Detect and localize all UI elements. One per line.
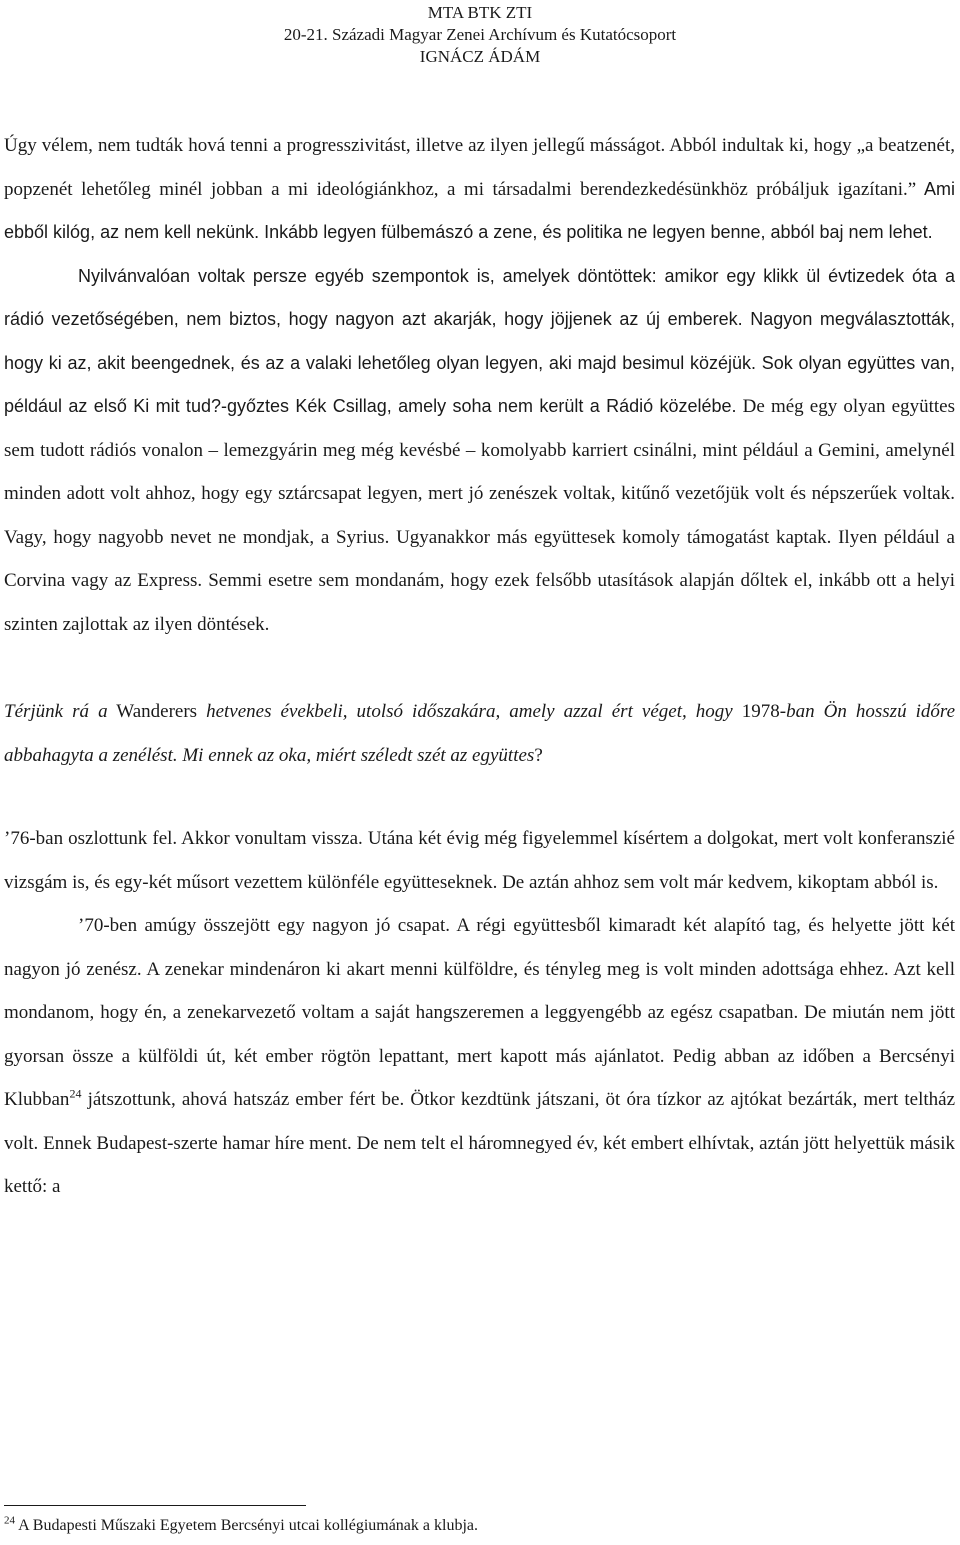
header-author: IGNÁCZ ÁDÁM: [419, 47, 541, 66]
header-institution: MTA BTK ZTI: [427, 3, 533, 22]
paragraph-2: [4, 255, 955, 647]
footnote-reference[interactable]: 24: [69, 1086, 82, 1101]
question-part-1: Térjünk rá a: [4, 701, 108, 722]
question-part-3: ban Ön hosszú időre abbahagyta a zenélést. Mi ennek az oka, miért széledt szét az együttes: [4, 701, 956, 766]
page-header: [0, 0, 960, 68]
footnote-number: 24: [4, 1514, 15, 1527]
interview-question: [4, 690, 955, 777]
header-archive: 20-21. Századi Magyar Zenei Archívum és Kutatócsoport: [283, 25, 677, 44]
spacer: [4, 646, 955, 690]
paragraph-1-sans: Ami ebből kilóg, az nem kell nekünk. Inkább legyen fülbemászó a zene, és politika ne legyen benne, abból baj nem lehet.: [4, 178, 955, 242]
footnote-divider: [4, 1505, 306, 1506]
paragraph-4-before-note: ’70-ben amúgy összejött egy nagyon jó csapat. A régi együttesből kimaradt két alapító tag, és helyette jött két nagyon jó zenész. A zenekar mindenáron ki akart menni külföldre, és tényleg meg is volt minden adottsága ehhez. Azt kell mondanom, hogy én, a zenekarvezető voltam a saját hangszeremen a leggyengébb az egész csapatban. De miután nem jött gyorsan össze a külföldi út, két ember rögtön lepattant, mert kapott más ajánlatot. Pedig abban az időben a Bercsényi Klubban: [4, 915, 955, 1110]
footnote: [4, 1515, 944, 1537]
paragraph-1-serif: Úgy vélem, nem tudták hová tenni a progresszivitást, illetve az ilyen jellegű másságot. Abból indultak ki, hogy „a beatzenét, popzenét lehetőleg minél jobban a mi ideológiánkhoz, a mi társadalmi berendezkedésünkhöz próbáljuk igazítani.”: [4, 135, 955, 200]
paragraph-2-sans: Nyilvánvalóan voltak persze egyéb szempontok is, amelyek döntöttek: amikor egy klikk ül évtizedek óta a rádió vezetőségében, nem biztos, hogy nagyon azt akarják, hogy jöjjenek az új emberek. Nagyon megválasztották, hogy ki az, akit beengednek, és az a valaki lehetőleg olyan legyen, aki majd besimul közéjük. Sok olyan együttes van, például az első Ki mit tud?-győztes Kék Csillag, amely soha nem került a Rádió közelébe.: [4, 265, 955, 416]
paragraph-2-serif: De még egy olyan együttes sem tudott rádiós vonalon – lemezgyárin meg még kevésbé – komolyabb karriert csinálni, mint például a Gemini, amelynél minden adott volt ahhoz, hogy egy sztárcsapat legyen, mert jó zenészek voltak, kitűnő vezetőjük volt és népszerűek voltak. Vagy, hogy nagyobb nevet ne mondjak, a Syrius. Ugyanakkor más együttesek komoly támogatást kaptak. Ilyen például a Corvina vagy az Express. Semmi esetre sem mondanám, hogy ezek felsőbb utasítások alapján dőltek el, inkább ott a helyi szinten zajlottak az ilyen döntések.: [4, 396, 955, 635]
question-part-2: hetvenes évekbeli, utolsó időszakára, amely azzal ért véget, hogy: [206, 701, 733, 722]
paragraph-4: [4, 904, 955, 1209]
footnote-text: A Budapesti Műszaki Egyetem Bercsényi utcai kollégiumának a klubja.: [15, 1517, 478, 1534]
spacer: [4, 777, 955, 817]
paragraph-1: [4, 124, 955, 255]
question-year: 1978-: [732, 701, 787, 722]
paragraph-3: ’76-ban oszlottunk fel. Akkor vonultam vissza. Utána két évig még figyelemmel kísértem a dolgokat, mert volt konferanszié vizsgám is, és egy-két műsort vezettem különféle együtteseknek. De aztán ahhoz sem volt már kedvem, kikoptam abból is.: [4, 828, 955, 893]
question-mark: ?: [534, 744, 543, 766]
document-body: [4, 124, 955, 1209]
question-band-name: Wanderers: [107, 701, 207, 722]
paragraph-4-after-note: játszottunk, ahová hatszáz ember fért be. Ötkor kezdtünk játszani, öt óra tízkor az ajtókat bezárták, mert teltház volt. Ennek Budapest-szerte hamar híre ment. De nem telt el háromnegyed év, két embert elhívtak, aztán jött helyettük másik kettő: a: [4, 1089, 955, 1197]
